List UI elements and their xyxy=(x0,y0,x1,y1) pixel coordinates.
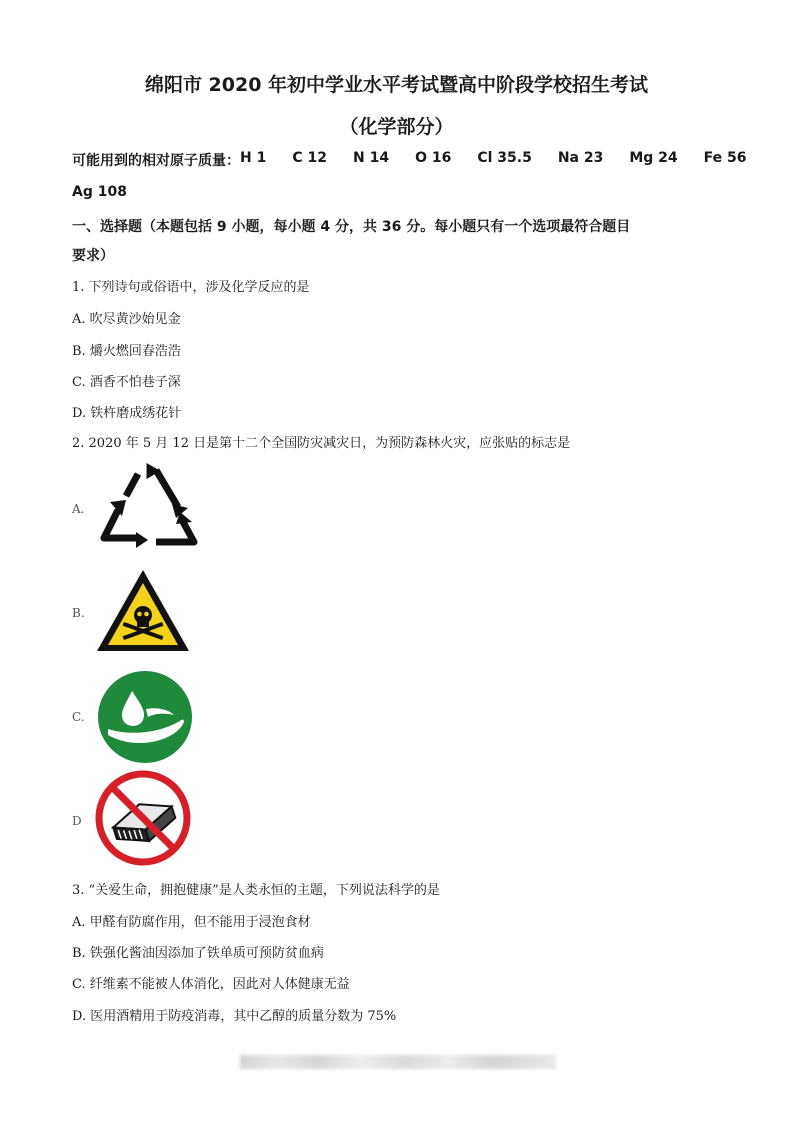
atomic-mass-item: N 14 xyxy=(352,150,390,166)
atomic-mass-item: C 12 xyxy=(292,150,327,166)
no-matches-icon xyxy=(94,770,192,866)
question-1-option-d: D. 铁杵磨成绣花针 xyxy=(72,406,182,421)
question-3-stem: 3. “关爱生命，拥抱健康”是人类永恒的主题，下列说法科学的是 xyxy=(72,883,440,898)
atomic-mass-label: 可能用到的相对原子质量： xyxy=(72,153,240,169)
question-2-option-c: C. xyxy=(72,710,85,724)
question-2-option-b: B. xyxy=(72,606,85,620)
atomic-mass-item: Mg 24 xyxy=(629,150,678,166)
question-3-option-a: A. 甲醛有防腐作用，但不能用于浸泡食材 xyxy=(72,915,311,930)
atomic-mass-item: Na 23 xyxy=(557,150,604,166)
atomic-mass-item: Fe 56 xyxy=(703,150,747,166)
atomic-mass-line xyxy=(72,150,747,170)
atomic-mass-overflow: Ag 108 xyxy=(72,184,127,200)
question-2-option-d: D xyxy=(72,814,82,828)
poison-warning-icon xyxy=(94,567,192,655)
section-heading: 一、选择题（本题包括 9 小题，每小题 4 分，共 36 分。每小题只有一个选项最符合题目 xyxy=(72,219,631,235)
question-1-option-c: C. 酒香不怕巷子深 xyxy=(72,375,181,390)
atomic-mass-item: Cl 35.5 xyxy=(477,150,532,166)
question-3-option-b: B. 铁强化酱油因添加了铁单质可预防贫血病 xyxy=(72,946,324,961)
atomic-mass-item: O 16 xyxy=(415,150,452,166)
atomic-mass-item: H 1 xyxy=(240,150,267,166)
question-2-stem: 2. 2020 年 5 月 12 日是第十二个全国防灾减灾日，为预防森林火灾，应张贴的标志是 xyxy=(72,436,571,451)
question-1-option-b: B. 爝火燃回春浩浩 xyxy=(72,344,181,359)
section-heading-cont: 要求） xyxy=(72,248,114,264)
page-subtitle: （化学部分） xyxy=(339,116,454,138)
question-3-option-c: C. 纤维素不能被人体消化，因此对人体健康无益 xyxy=(72,977,350,992)
page-title: 绵阳市 2020 年初中学业水平考试暨高中阶段学校招生考试 xyxy=(144,74,649,96)
question-1-option-a: A. 吹尽黄沙始见金 xyxy=(72,312,181,327)
question-1-stem: 1. 下列诗句或俗语中，涉及化学反应的是 xyxy=(72,280,310,295)
question-2-option-a: A. xyxy=(72,502,85,516)
blurred-footer xyxy=(240,1055,556,1069)
water-saving-icon xyxy=(96,669,194,765)
question-3-option-d: D. 医用酒精用于防疫消毒，其中乙醇的质量分数为 75% xyxy=(72,1009,397,1024)
recycle-icon xyxy=(96,462,202,554)
